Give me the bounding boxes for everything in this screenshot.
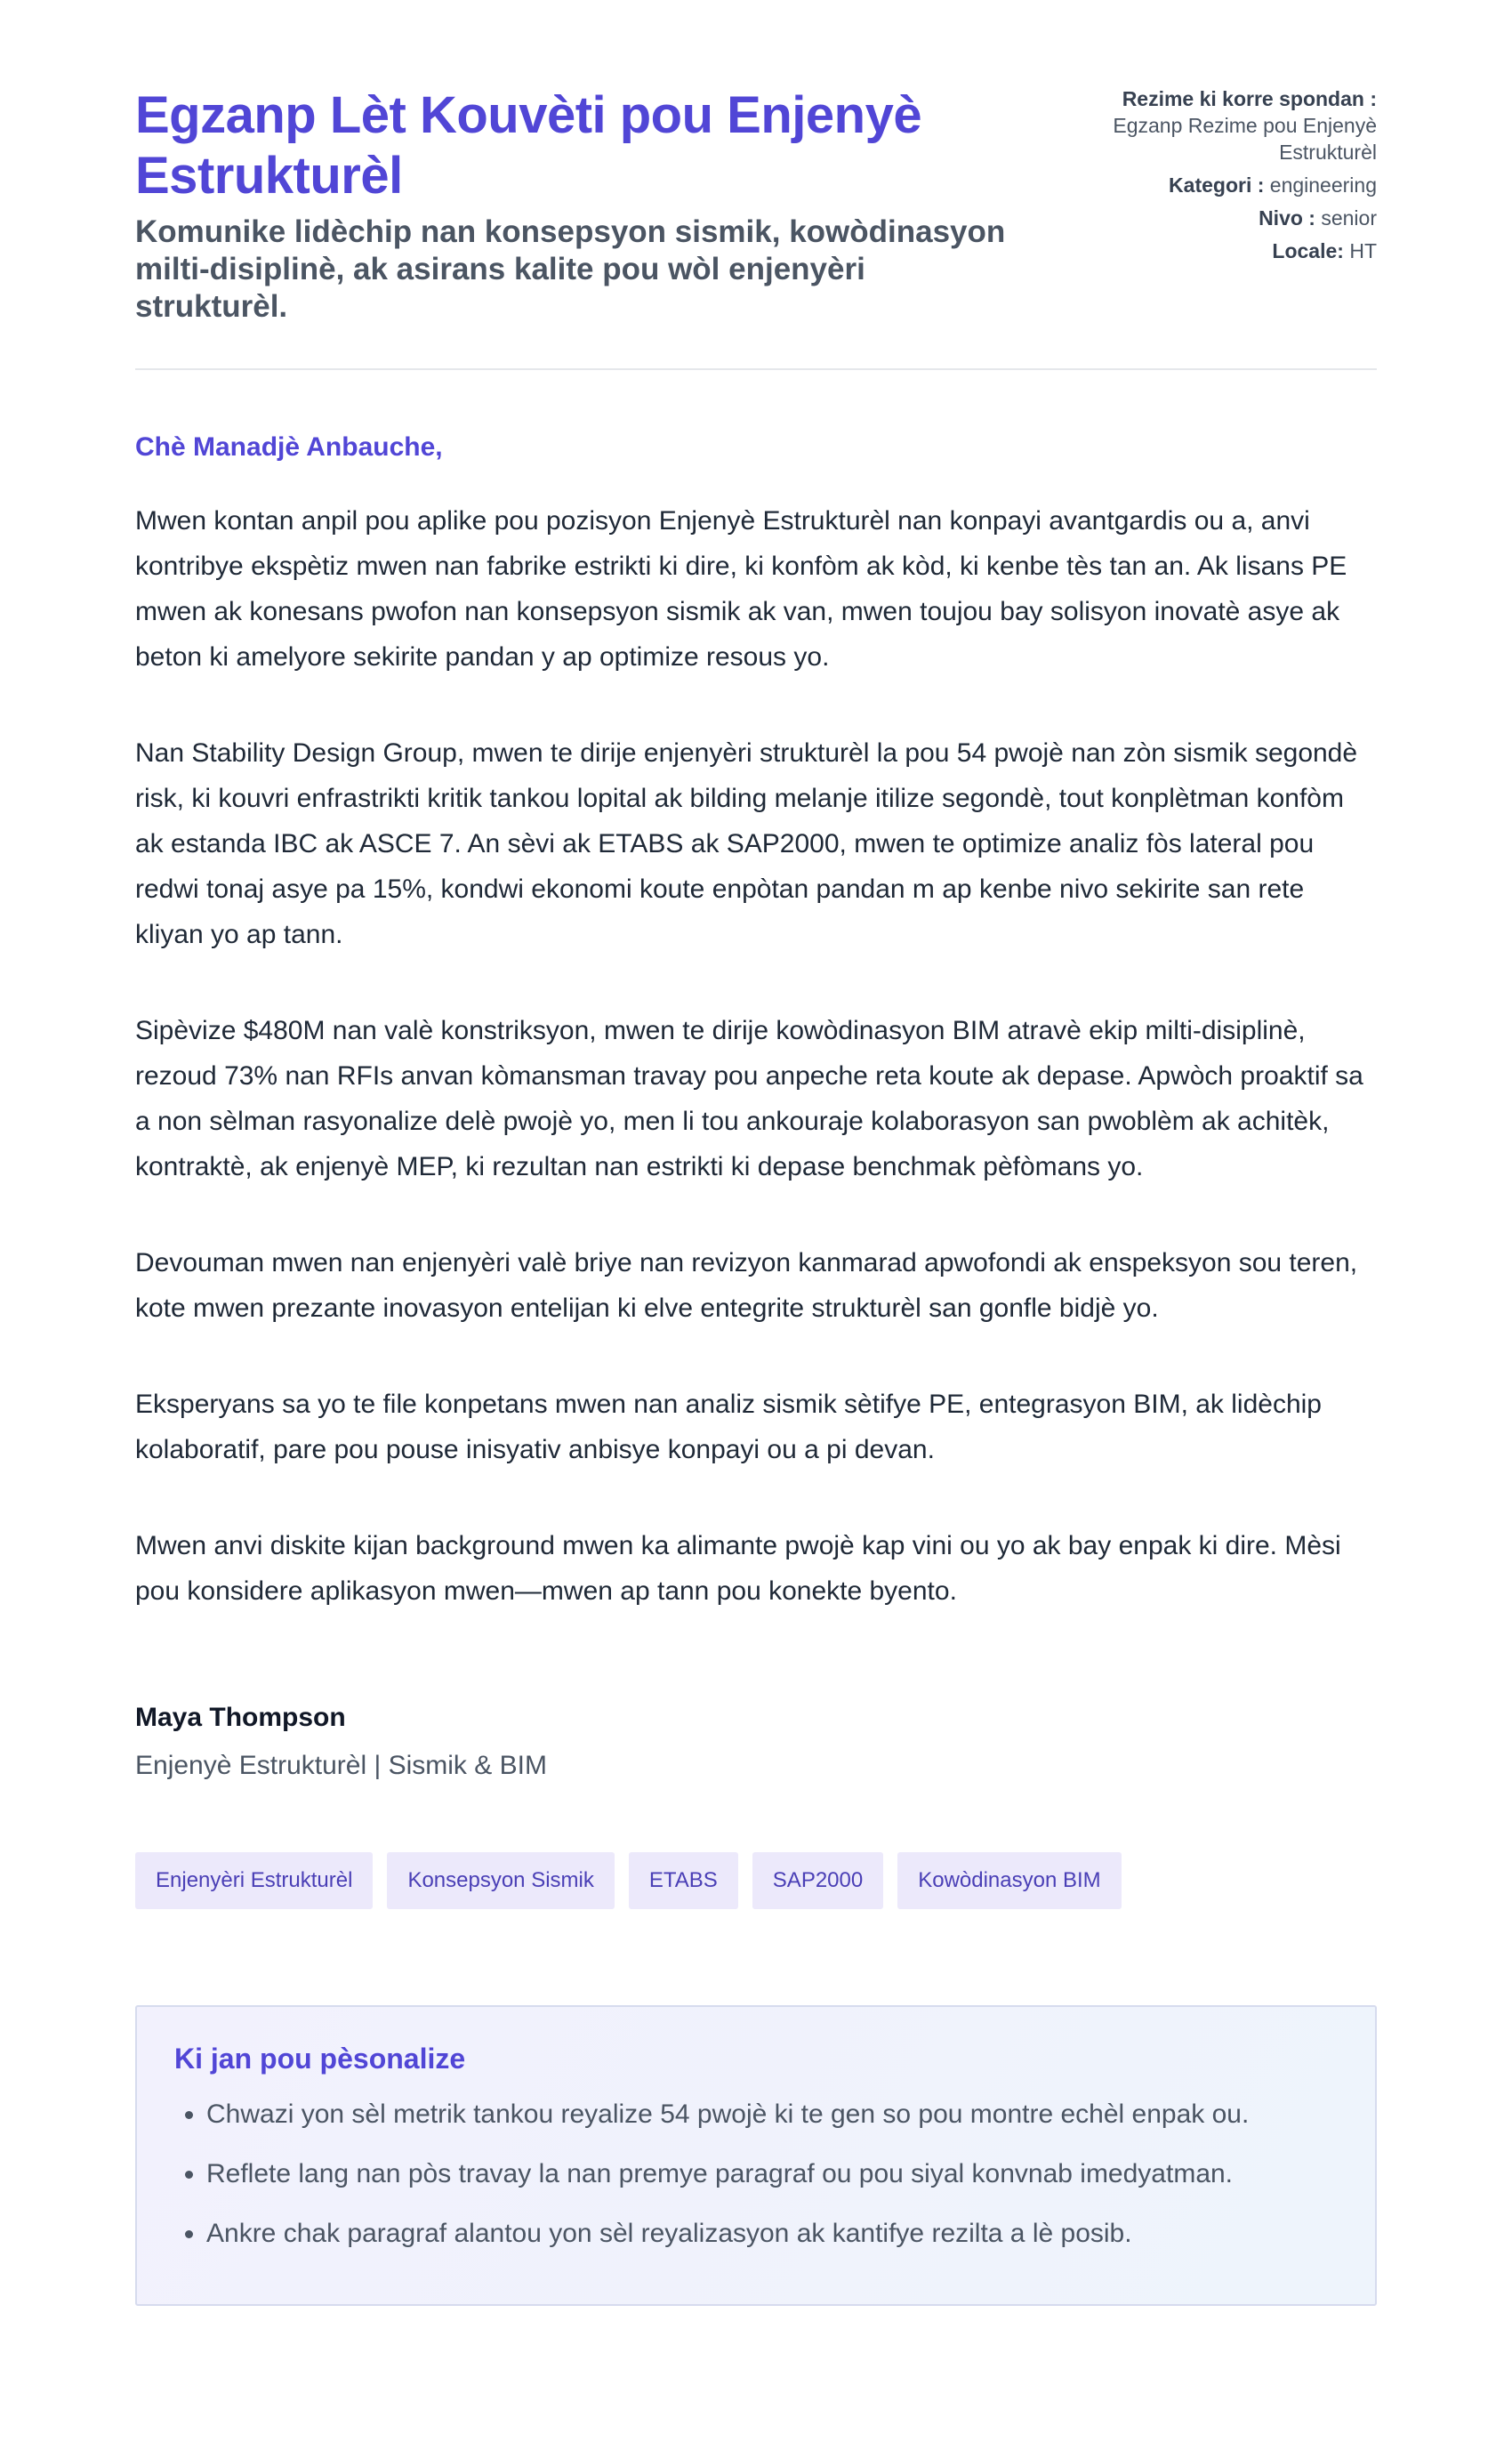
customization-tips-box: [135, 2005, 1377, 2306]
letter-body: [135, 498, 1377, 1614]
skill-tags: [135, 1852, 1377, 1909]
skill-tag[interactable]: SAP2000: [752, 1852, 883, 1909]
meta-resume-label: Rezime ki korre spondan :: [1122, 87, 1377, 110]
skill-tag[interactable]: ETABS: [629, 1852, 738, 1909]
tips-item: • Ankre chak paragraf alantou yon sèl reyalizasyon ak kantifye rezilta a lè posib.: [206, 2214, 1338, 2253]
header-divider: [135, 368, 1377, 370]
letter-paragraph: Mwen anvi diskite kijan background mwen ka alimante pwojè kap vini ou yo ak bay enpak ki dire. Mèsi pou konsidere aplikasyon mwen—mwen ap tann pou konekte byento.: [135, 1531, 1341, 1606]
meta-category: [1009, 172, 1377, 198]
tips-title: Ki jan pou pèsonalize: [174, 2043, 466, 2075]
page-header: [135, 0, 1377, 326]
letter-paragraph: Sipèvize $480M nan valè konstriksyon, mwen te dirije kowòdinasyon BIM atravè ekip milti-disiplinè, rezoud 73% nan RFIs anvan kòmansman travay pou anpeche reta koute ak depase. Apwòch proaktif sa a non sèlman rasyonalize delè pwojè yo, men li tou ankouraje kolaborasyon san pwoblèm ak achitèk, kontraktè, ak enjenyè MEP, ki rezultan nan estrikti ki depase benchmak pèfòmans yo.: [135, 1016, 1363, 1181]
meta-resume: [1009, 85, 1377, 165]
page-subtitle: Komunike lidèchip nan konsepsyon sismik, kowòdinasyon milti-disiplinè, ak asirans kalite pou wòl enjenyèri strukturèl.: [135, 214, 1006, 324]
skill-tag[interactable]: Kowòdinasyon BIM: [897, 1852, 1121, 1909]
meta-category-value: engineering: [1269, 173, 1377, 197]
letter-paragraph: Mwen kontan anpil pou aplike pou pozisyon Enjenyè Estrukturèl nan konpayi avantgardis ou a, anvi kontribye ekspètiz mwen nan fabrike estrikti ki dire, ki konfòm ak kòd, ki kenbe tès tan an. Ak lisans PE mwen ak konesans pwofon nan konsepsyon sismik ak van, mwen toujou bay solisyon inovatè asye ak beton ki amelyore sekirite pandan y ap optimize resous yo.: [135, 506, 1347, 672]
letter-paragraph: Nan Stability Design Group, mwen te dirije enjenyèri strukturèl la pou 54 pwojè nan zòn sismik segondè risk, ki kouvri enfrastrikti kritik tankou lopital ak bilding melanje itilize segondè, tout konplètman konfòm ak estanda IBC ak ASCE 7. An sèvi ak ETABS ak SAP2000, mwen te optimize analiz fòs lateral pou redwi tonaj asye pa 15%, kondwi ekonomi koute enpòtan pandan m ap kenbe nivo sekirite san rete kliyan yo ap tann.: [135, 738, 1358, 949]
letter-paragraph: Eksperyans sa yo te file konpetans mwen nan analiz sismik sètifye PE, entegrasyon BIM, ak lidèchip kolaboratif, pare pou pouse inisyativ anbisye konpayi ou a pi devan.: [135, 1390, 1322, 1464]
meta-level: [1009, 205, 1377, 231]
skill-tag[interactable]: Konsepsyon Sismik: [387, 1852, 614, 1909]
header-titles: [135, 85, 1009, 326]
meta-panel: [1009, 85, 1377, 270]
meta-category-label: Kategori :: [1169, 173, 1265, 197]
letter-paragraph: Devouman mwen nan enjenyèri valè briye nan revizyon kanmarad apwofondi ak enspeksyon sou teren, kote mwen prezante inovasyon entelijan ki elve entegrite strukturèl san gonfle bidjè yo.: [135, 1248, 1358, 1323]
page-title: Egzanp Lèt Kouvèti pou Enjenyè Estrukturèl: [135, 86, 922, 205]
meta-locale-value: HT: [1349, 239, 1377, 262]
meta-locale-label: Locale:: [1272, 239, 1344, 262]
meta-level-value: senior: [1321, 206, 1377, 230]
tips-list: [174, 2095, 1338, 2253]
meta-locale: [1009, 238, 1377, 264]
tips-item: • Reflete lang nan pòs travay la nan premye paragraf ou pou siyal konvnab imedyatman.: [206, 2155, 1338, 2194]
meta-resume-value[interactable]: Egzanp Rezime pou Enjenyè Estrukturèl: [1113, 114, 1377, 164]
tips-item: • Chwazi yon sèl metrik tankou reyalize 54 pwojè ki te gen so pou montre echèl enpak ou.: [206, 2095, 1338, 2134]
signature-name: Maya Thompson: [135, 1703, 346, 1732]
letter-salutation: Chè Manadjè Anbauche,: [135, 432, 443, 462]
skill-tag[interactable]: Enjenyèri Estrukturèl: [135, 1852, 373, 1909]
meta-level-label: Nivo :: [1259, 206, 1315, 230]
signature-role: Enjenyè Estrukturèl | Sismik & BIM: [135, 1751, 547, 1780]
